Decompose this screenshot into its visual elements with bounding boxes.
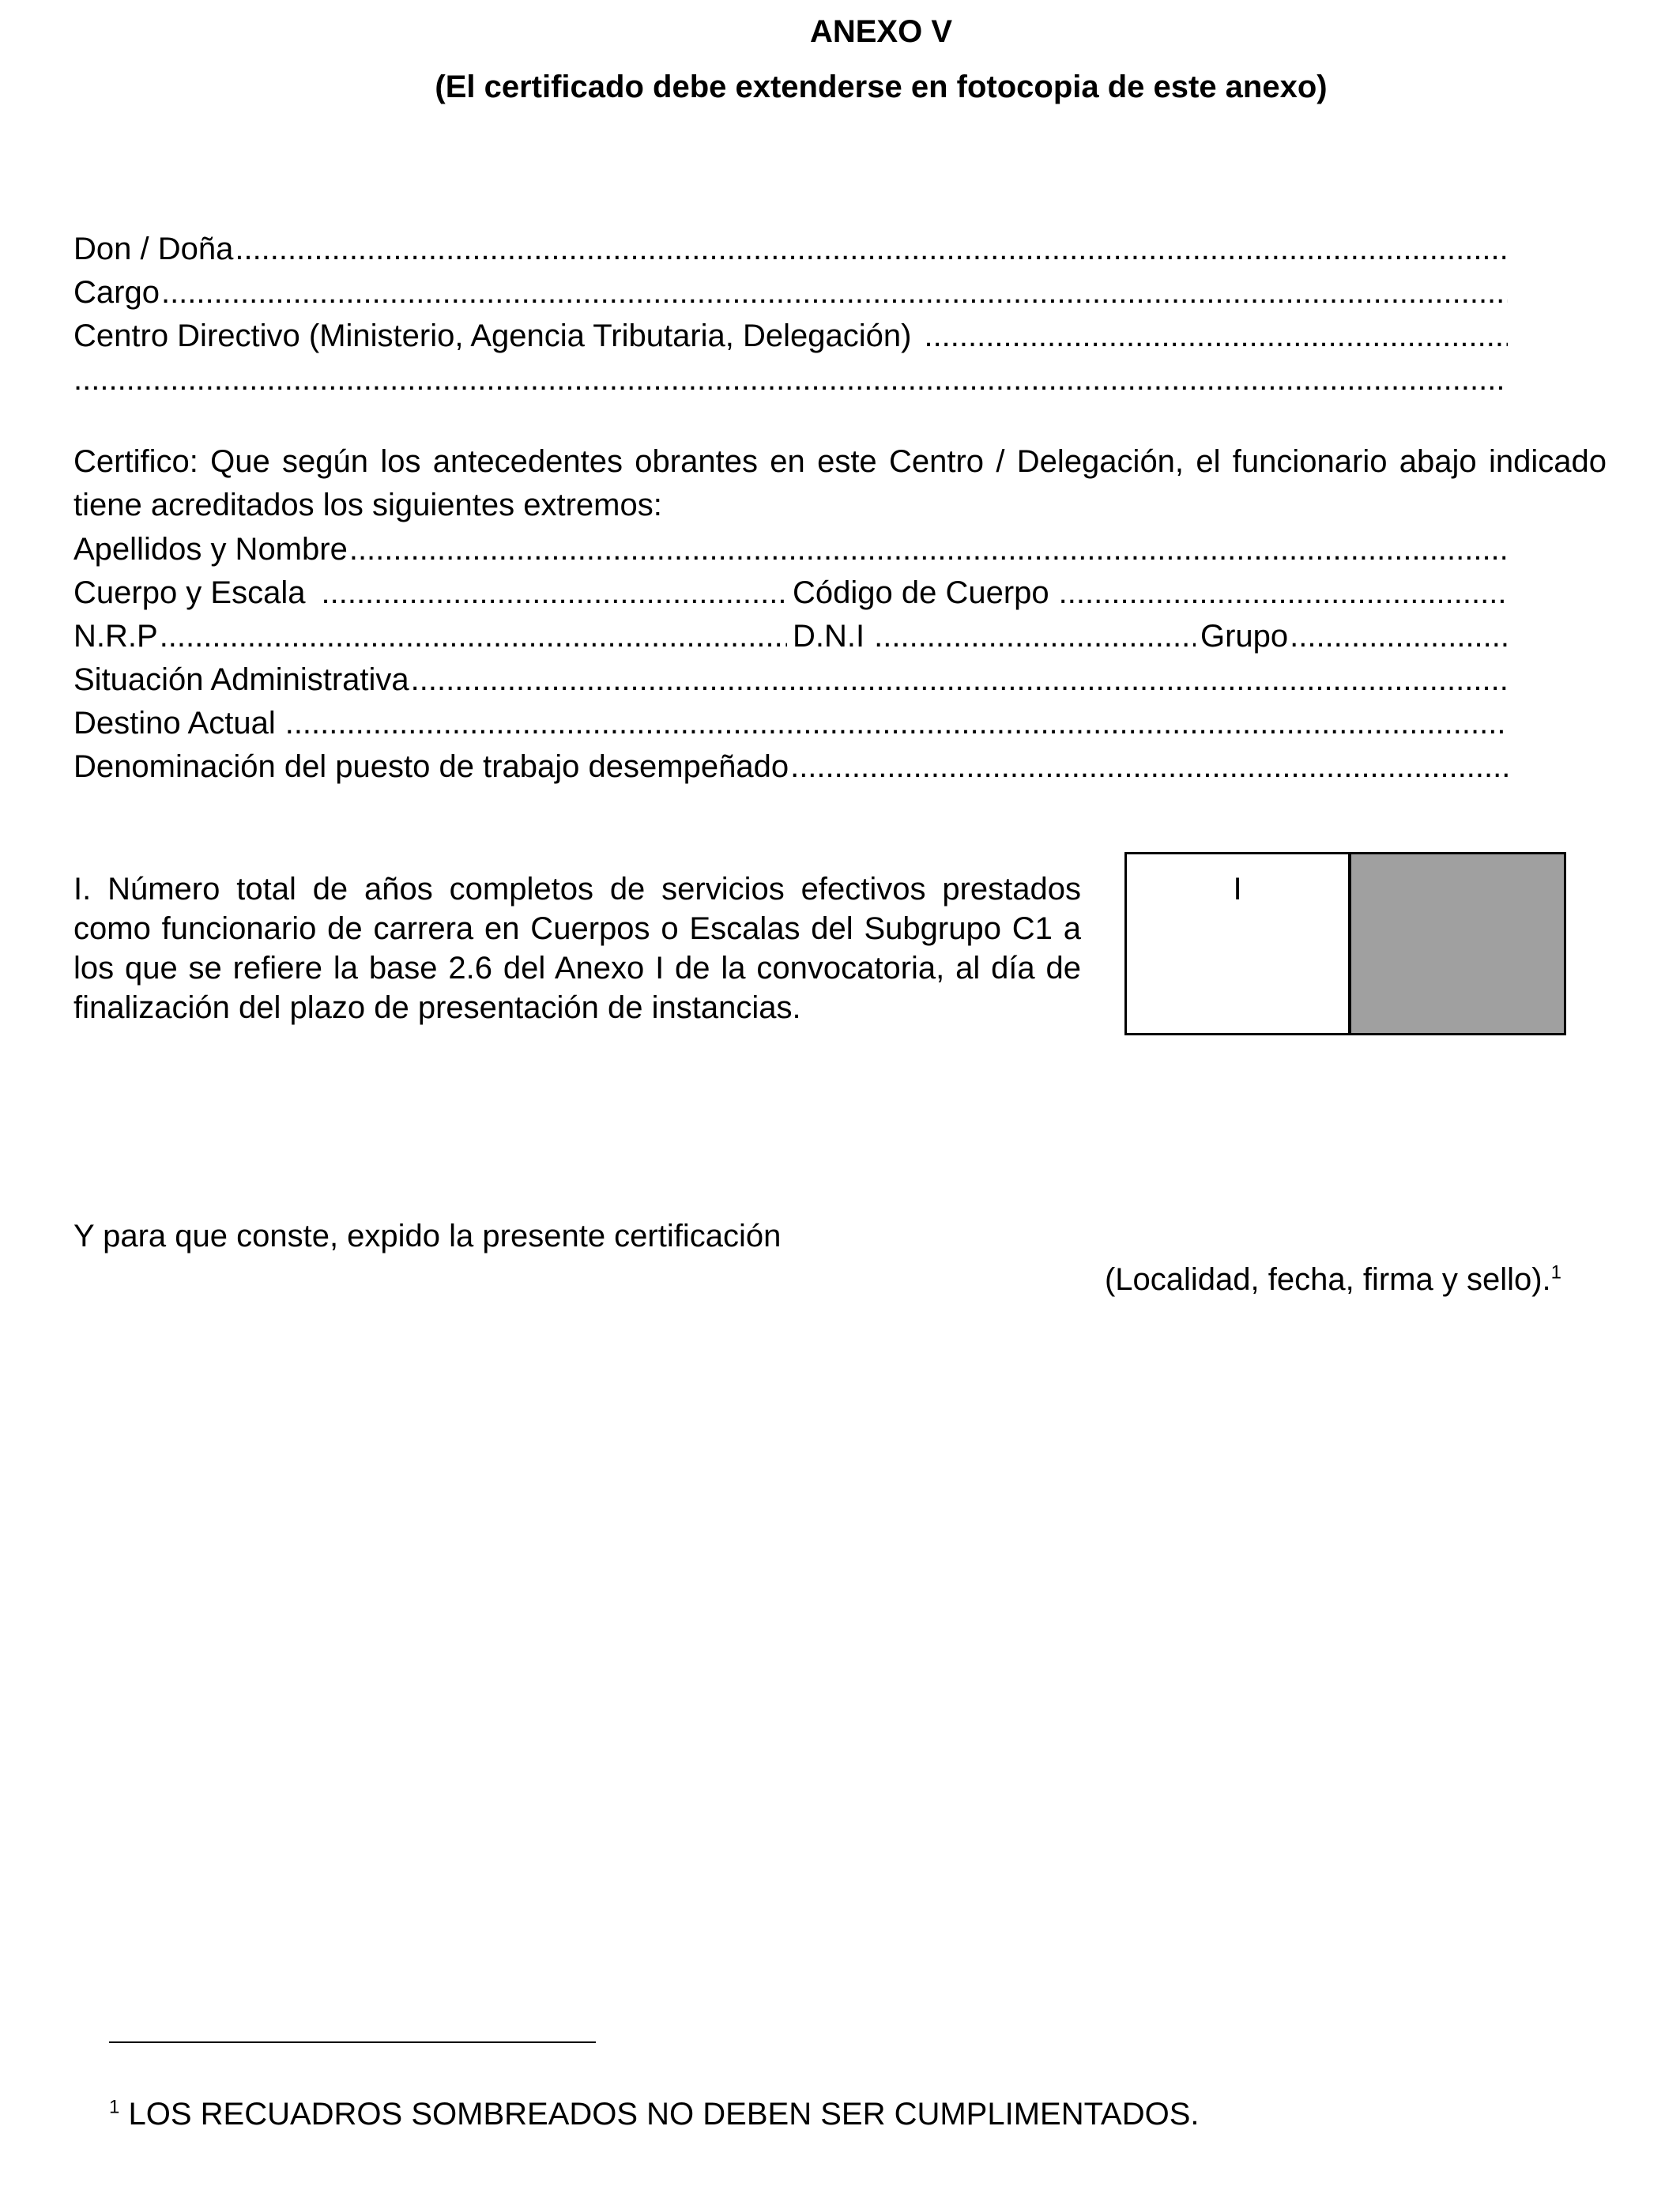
footnote-mark: 1 (109, 2096, 120, 2118)
cuerpo-escala-field[interactable] (321, 573, 787, 613)
footnote-divider (109, 2041, 596, 2043)
cargo-field[interactable] (161, 273, 1508, 312)
centro-directivo-line (73, 316, 1509, 356)
centro-directivo-field-continuation[interactable] (73, 360, 1508, 399)
codigo-cuerpo-line (793, 573, 1509, 613)
puesto-field[interactable] (790, 747, 1508, 786)
document-title: ANEXO V (809, 14, 953, 49)
situacion-line (73, 660, 1509, 699)
nrp-field[interactable] (160, 616, 787, 656)
cargo-label: Cargo (73, 275, 160, 310)
centro-directivo-field[interactable] (924, 316, 1508, 356)
document-subtitle: (El certificado debe extenderse en fotocopia de este anexo) (435, 70, 1328, 104)
cuerpo-escala-label: Cuerpo y Escala (73, 575, 306, 610)
footnote-text: LOS RECUADROS SOMBREADOS NO DEBEN SER CUMPLIMENTADOS. (128, 2097, 1200, 2132)
years-box[interactable] (1124, 852, 1350, 1035)
grupo-field[interactable] (1290, 616, 1508, 656)
puesto-label: Denominación del puesto de trabajo desempeñado (73, 749, 789, 784)
destino-line (73, 703, 1509, 743)
grupo-line (1200, 616, 1509, 656)
grupo-label: Grupo (1200, 619, 1289, 654)
dni-line (793, 616, 1197, 656)
centro-directivo-continuation-line (73, 360, 1509, 399)
destino-label: Destino Actual (73, 706, 276, 741)
signature-line (1105, 1262, 1561, 1298)
footnote-reference: 1 (1550, 1261, 1561, 1284)
don-dona-line (73, 229, 1509, 269)
footnote (109, 2097, 1200, 2132)
section-i-paragraph: I. Número total de años completos de servicios efectivos prestados como funcionario de carrera en Cuerpos o Escalas del Subgrupo C1 a los que se refiere la base 2.6 del Anexo I de la convocatoria, al día de finalización del plazo de presentación de instancias. (73, 872, 1081, 1025)
don-dona-field[interactable] (235, 229, 1508, 269)
apellidos-nombre-line (73, 530, 1509, 569)
signature-text: (Localidad, fecha, firma y sello). (1104, 1262, 1551, 1297)
cuerpo-escala-line (73, 573, 789, 613)
situacion-label: Situación Administrativa (73, 662, 409, 697)
nrp-line (73, 616, 789, 656)
codigo-cuerpo-label: Código de Cuerpo (793, 575, 1049, 610)
cargo-line (73, 273, 1509, 312)
dni-field[interactable] (874, 616, 1196, 656)
shaded-box (1348, 852, 1566, 1035)
situacion-field[interactable] (411, 660, 1508, 699)
nrp-label: N.R.P (73, 619, 158, 654)
destino-field[interactable] (285, 703, 1508, 743)
certifico-paragraph: Certifico: Que según los antecedentes obrantes en este Centro / Delegación, el funcionario abajo indicado tiene acreditados los siguientes extremos: (73, 444, 1607, 522)
apellidos-nombre-field[interactable] (349, 530, 1508, 569)
closing-text: Y para que conste, expido la presente certificación (73, 1219, 782, 1253)
don-dona-label: Don / Doña (73, 232, 234, 266)
apellidos-nombre-label: Apellidos y Nombre (73, 532, 348, 567)
codigo-cuerpo-field[interactable] (1059, 573, 1508, 613)
dni-label: D.N.I (793, 619, 865, 654)
centro-directivo-label: Centro Directivo (Ministerio, Agencia Tributaria, Delegación) (73, 319, 912, 353)
years-box-label: I (1233, 872, 1242, 907)
puesto-line (73, 747, 1509, 786)
